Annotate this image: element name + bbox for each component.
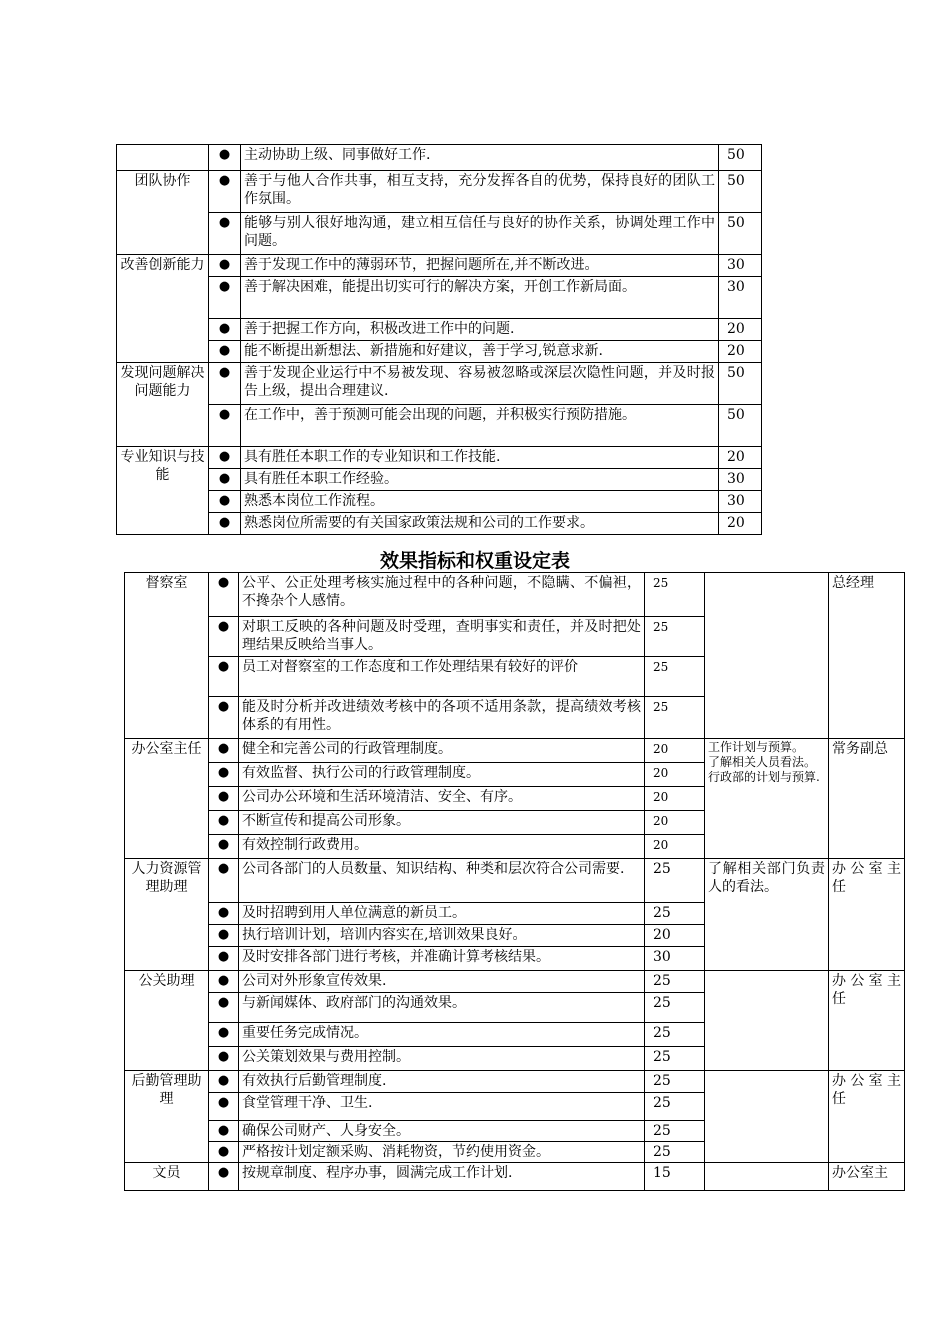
criterion-text: 公平、公正处理考核实施过程中的各种问题，不隐瞒、不偏袒，不搀杂个人感情。 <box>239 573 645 617</box>
bullet-icon: ● <box>209 277 241 319</box>
bullet-icon: ● <box>209 657 239 697</box>
score-cell: 25 <box>645 1121 705 1142</box>
score-cell: 25 <box>645 1093 705 1121</box>
criterion-text: 公司办公环境和生活环境清洁、安全、有序。 <box>239 787 645 811</box>
info-source-cell <box>705 1071 829 1163</box>
bullet-icon: ● <box>209 1093 239 1121</box>
approver-cell: 办公室主任 <box>829 1071 905 1163</box>
position-cell: 公关助理 <box>125 971 209 1071</box>
criterion-text: 善于发现企业运行中不易被发现、容易被忽略或深层次隐性问题，并及时报告上级，提出合理建议. <box>241 363 719 405</box>
info-source-cell <box>705 1163 829 1191</box>
criterion-text: 能及时分析并改进绩效考核中的各项不适用条款，提高绩效考核体系的有用性。 <box>239 697 645 739</box>
approver-cell: 常务副总 <box>829 739 905 859</box>
criterion-text: 公关策划效果与费用控制。 <box>239 1047 645 1071</box>
criterion-text: 严格按计划定额采购、消耗物资，节约使用资金。 <box>239 1142 645 1163</box>
score-cell: 30 <box>719 469 762 491</box>
score-cell: 30 <box>719 255 762 277</box>
score-cell: 30 <box>719 277 762 319</box>
score-cell: 20 <box>645 835 705 859</box>
score-cell: 50 <box>719 363 762 405</box>
bullet-icon: ● <box>209 513 241 535</box>
score-cell: 25 <box>645 1071 705 1093</box>
criterion-text: 有效执行后勤管理制度. <box>239 1071 645 1093</box>
bullet-icon: ● <box>209 1023 239 1047</box>
criterion-text: 熟悉岗位所需要的有关国家政策法规和公司的工作要求。 <box>241 513 719 535</box>
score-cell: 20 <box>719 447 762 469</box>
bullet-icon: ● <box>209 573 239 617</box>
criterion-text: 善于解决困难，能提出切实可行的解决方案，开创工作新局面。 <box>241 277 719 319</box>
approver-cell: 办公室主 <box>829 1163 905 1191</box>
criterion-text: 公司各部门的人员数量、知识结构、种类和层次符合公司需要. <box>239 859 645 903</box>
bullet-icon: ● <box>209 859 239 903</box>
bullet-icon: ● <box>209 903 239 925</box>
criterion-text: 有效监督、执行公司的行政管理制度。 <box>239 763 645 787</box>
assessment-table-2 <box>124 572 905 1191</box>
criterion-text: 确保公司财产、人身安全。 <box>239 1121 645 1142</box>
score-cell: 25 <box>645 1023 705 1047</box>
criterion-text: 具有胜任本职工作经验。 <box>241 469 719 491</box>
score-cell: 30 <box>645 947 705 971</box>
bullet-icon: ● <box>209 947 239 971</box>
position-cell: 办公室主任 <box>125 739 209 859</box>
score-cell: 30 <box>719 491 762 513</box>
criterion-text: 按规章制度、程序办事，圆满完成工作计划. <box>239 1163 645 1191</box>
score-cell: 25 <box>645 903 705 925</box>
bullet-icon: ● <box>209 1121 239 1142</box>
category-cell: 发现问题解决问题能力 <box>117 363 209 447</box>
table-title: 效果指标和权重设定表 <box>379 550 570 572</box>
criterion-text: 熟悉本岗位工作流程。 <box>241 491 719 513</box>
score-cell: 25 <box>645 657 705 697</box>
bullet-icon: ● <box>209 993 239 1023</box>
bullet-icon: ● <box>209 697 239 739</box>
bullet-icon: ● <box>209 1047 239 1071</box>
bullet-icon: ● <box>209 255 241 277</box>
score-cell: 25 <box>645 1047 705 1071</box>
score-cell: 50 <box>719 405 762 447</box>
approver-cell: 总经理 <box>829 573 905 739</box>
bullet-icon: ● <box>209 835 239 859</box>
criterion-text: 对职工反映的各种问题及时受理，查明事实和责任，并及时把处理结果反映给当事人。 <box>239 617 645 657</box>
bullet-icon: ● <box>209 363 241 405</box>
criterion-text: 有效控制行政费用。 <box>239 835 645 859</box>
category-cell <box>117 145 209 171</box>
approver-cell: 办公室主任 <box>829 859 905 971</box>
score-cell: 20 <box>645 739 705 763</box>
criterion-text: 在工作中，善于预测可能会出现的问题，并积极实行预防措施。 <box>241 405 719 447</box>
criterion-text: 员工对督察室的工作态度和工作处理结果有较好的评价 <box>239 657 645 697</box>
score-cell: 25 <box>645 1142 705 1163</box>
bullet-icon: ● <box>209 739 239 763</box>
score-cell: 20 <box>645 787 705 811</box>
bullet-icon: ● <box>209 447 241 469</box>
score-cell: 20 <box>645 811 705 835</box>
score-cell: 50 <box>719 171 762 213</box>
info-source-cell: 了解相关部门负责人的看法。 <box>705 859 829 971</box>
bullet-icon: ● <box>209 213 241 255</box>
category-cell: 团队协作 <box>117 171 209 255</box>
bullet-icon: ● <box>209 811 239 835</box>
score-cell: 25 <box>645 971 705 993</box>
criterion-text: 善于与他人合作共事，相互支持，充分发挥各自的优势，保持良好的团队工作氛围。 <box>241 171 719 213</box>
info-source-cell <box>705 573 829 739</box>
info-source-cell: 工作计划与预算。 了解相关人员看法。 行政部的计划与预算. <box>705 739 829 859</box>
score-cell: 20 <box>645 925 705 947</box>
score-cell: 50 <box>719 145 762 171</box>
bullet-icon: ● <box>209 617 239 657</box>
criterion-text: 重要任务完成情况。 <box>239 1023 645 1047</box>
bullet-icon: ● <box>209 469 241 491</box>
category-cell: 改善创新能力 <box>117 255 209 363</box>
score-cell: 20 <box>719 319 762 341</box>
bullet-icon: ● <box>209 405 241 447</box>
score-cell: 20 <box>719 341 762 363</box>
criterion-text: 与新闻媒体、政府部门的沟通效果。 <box>239 993 645 1023</box>
bullet-icon: ● <box>209 341 241 363</box>
bullet-icon: ● <box>209 491 241 513</box>
score-cell: 25 <box>645 617 705 657</box>
bullet-icon: ● <box>209 1163 239 1191</box>
criterion-text: 健全和完善公司的行政管理制度。 <box>239 739 645 763</box>
bullet-icon: ● <box>209 763 239 787</box>
criterion-text: 主动协助上级、同事做好工作. <box>241 145 719 171</box>
category-cell: 专业知识与技能 <box>117 447 209 535</box>
criterion-text: 善于发现工作中的薄弱环节，把握问题所在,并不断改进。 <box>241 255 719 277</box>
bullet-icon: ● <box>209 1071 239 1093</box>
score-cell: 20 <box>719 513 762 535</box>
position-cell: 文员 <box>125 1163 209 1191</box>
criterion-text: 及时招聘到用人单位满意的新员工。 <box>239 903 645 925</box>
bullet-icon: ● <box>209 1142 239 1163</box>
criterion-text: 不断宣传和提高公司形象。 <box>239 811 645 835</box>
bullet-icon: ● <box>209 971 239 993</box>
info-source-cell <box>705 971 829 1071</box>
position-cell: 人力资源管理助理 <box>125 859 209 971</box>
criterion-text: 食堂管理干净、卫生. <box>239 1093 645 1121</box>
bullet-icon: ● <box>209 145 241 171</box>
criterion-text: 执行培训计划，培训内容实在,培训效果良好。 <box>239 925 645 947</box>
bullet-icon: ● <box>209 787 239 811</box>
score-cell: 25 <box>645 573 705 617</box>
position-cell: 后勤管理助理 <box>125 1071 209 1163</box>
assessment-table-1 <box>116 144 762 535</box>
criterion-text: 能够与别人很好地沟通，建立相互信任与良好的协作关系，协调处理工作中问题。 <box>241 213 719 255</box>
criterion-text: 及时安排各部门进行考核，并准确计算考核结果。 <box>239 947 645 971</box>
approver-cell: 办公室主任 <box>829 971 905 1071</box>
score-cell: 15 <box>645 1163 705 1191</box>
score-cell: 50 <box>719 213 762 255</box>
criterion-text: 善于把握工作方向，积极改进工作中的问题. <box>241 319 719 341</box>
bullet-icon: ● <box>209 925 239 947</box>
score-cell: 25 <box>645 697 705 739</box>
position-cell: 督察室 <box>125 573 209 739</box>
score-cell: 25 <box>645 993 705 1023</box>
criterion-text: 具有胜任本职工作的专业知识和工作技能. <box>241 447 719 469</box>
bullet-icon: ● <box>209 319 241 341</box>
criterion-text: 公司对外形象宣传效果. <box>239 971 645 993</box>
bullet-icon: ● <box>209 171 241 213</box>
score-cell: 20 <box>645 763 705 787</box>
score-cell: 25 <box>645 859 705 903</box>
criterion-text: 能不断提出新想法、新措施和好建议，善于学习,锐意求新. <box>241 341 719 363</box>
